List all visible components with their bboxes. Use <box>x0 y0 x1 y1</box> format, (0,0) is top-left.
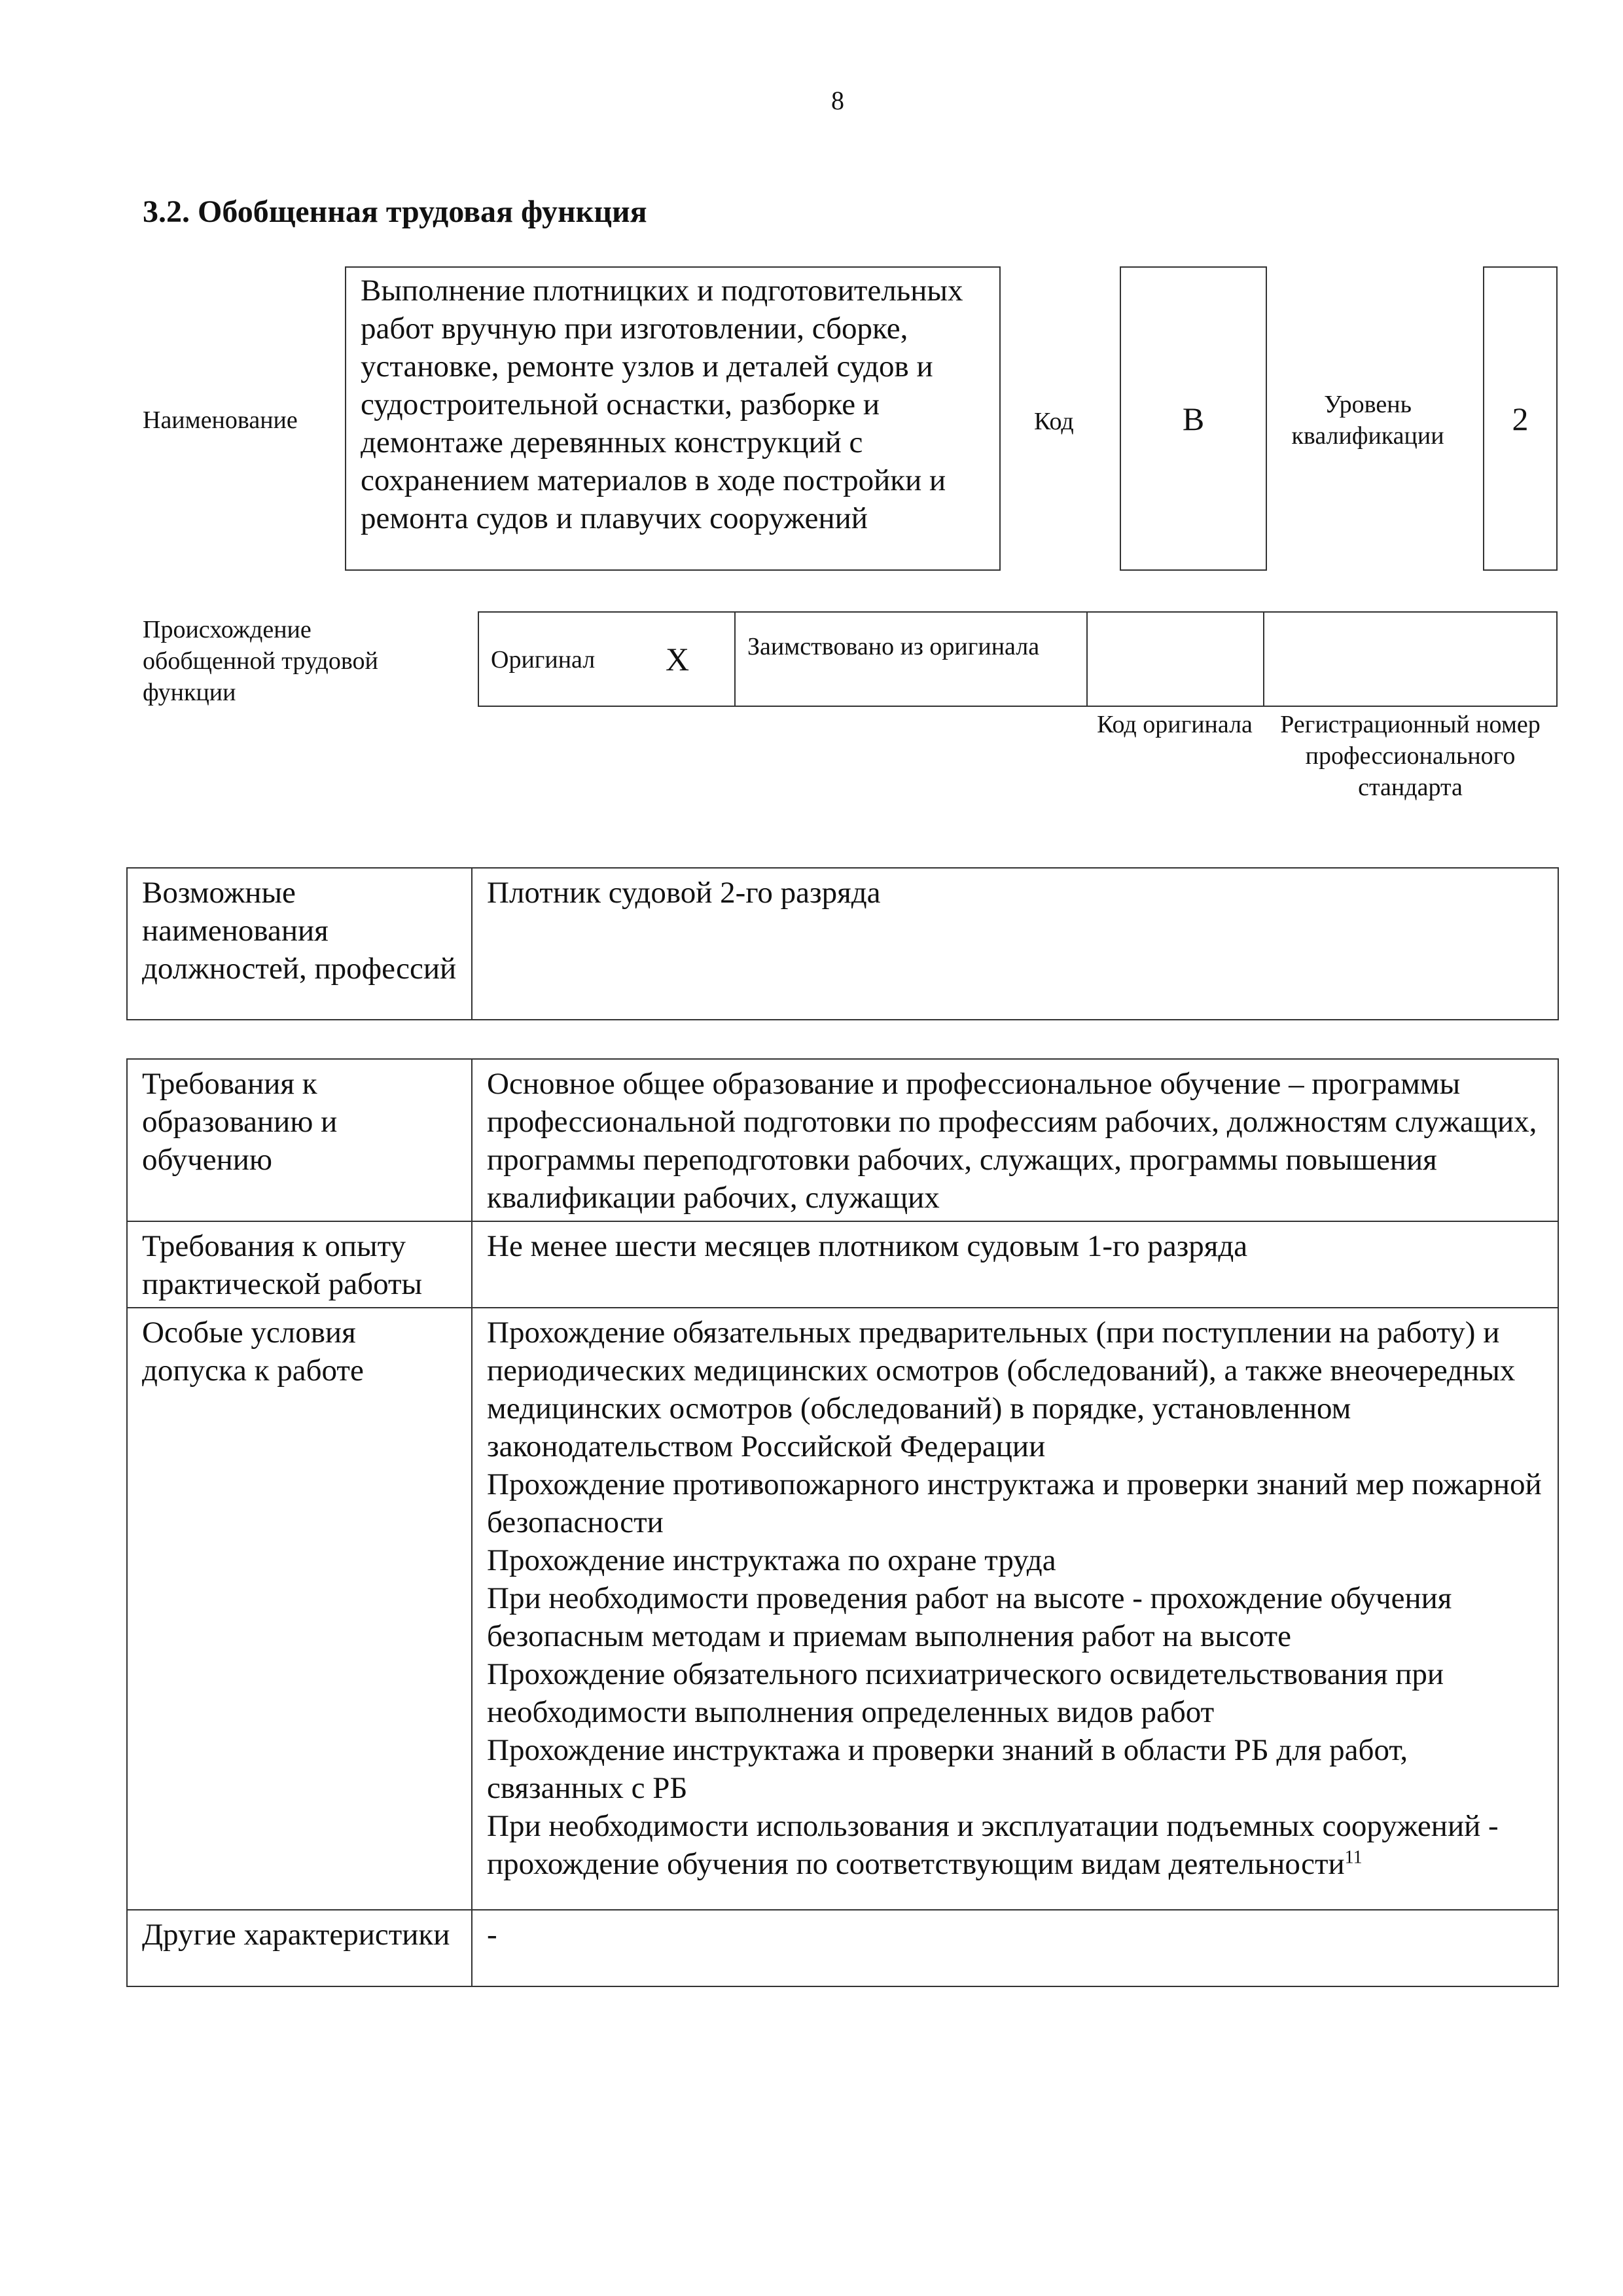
education-value <box>472 1059 1558 1221</box>
admission-item: Прохождение противопожарного инструктажа и проверки знаний мер пожарной безопасности <box>487 1467 1542 1539</box>
admission-item: При необходимости использования и эксплуатации подъемных сооружений - прохождение обучения по соответствующим видам деятельности <box>487 1809 1499 1881</box>
experience-label: Требования к опыту практической работы <box>127 1221 472 1308</box>
positions-value: Плотник судовой 2-го разряда <box>472 868 1558 1020</box>
naming-value-box <box>345 266 1001 571</box>
admission-item-last <box>487 1807 1544 1883</box>
experience-value <box>472 1221 1558 1308</box>
origin-borrowed-label: Заимствовано из оригинала <box>747 633 1040 660</box>
other-label: Другие характеристики <box>127 1910 472 1986</box>
code-value: В <box>1182 400 1205 437</box>
level-value: 2 <box>1512 400 1529 437</box>
level-value-box <box>1483 266 1558 571</box>
positions-label: Возможные наименования должностей, профессий <box>127 868 472 1020</box>
naming-label: Наименование <box>143 406 298 434</box>
other-value <box>472 1910 1558 1986</box>
admission-value <box>472 1308 1558 1910</box>
admission-item: Прохождение обязательных предварительных (при поступлении на работу) и периодических медицинских осмотров (обследований), а также внеочередных медицинских осмотров (обследований) в порядке, установленном законодательством Российской Федерации <box>487 1316 1516 1463</box>
education-text: Основное общее образование и профессиональное обучение – программы профессиональной подготовки по профессиям рабочих, должностям служащих, программы переподготовки рабочих, служащих, программы повышения квалификации рабочих, служащих <box>487 1067 1537 1215</box>
level-label: Уровень квалификации <box>1291 391 1444 450</box>
origin-original-cell <box>479 613 736 706</box>
origin-table <box>478 611 1558 707</box>
table-row <box>127 1910 1558 1986</box>
origin-reg-caption: Регистрационный номер профессионального стандарта <box>1280 711 1541 801</box>
positions-table <box>126 867 1559 1020</box>
code-value-box <box>1120 266 1267 571</box>
origin-original-mark: X <box>666 641 690 677</box>
origin-label: Происхождение обобщенной трудовой функции <box>143 616 378 706</box>
table-row <box>127 1308 1558 1910</box>
admission-label: Особые условия допуска к работе <box>127 1308 472 1910</box>
positions-row <box>127 868 1558 1020</box>
admission-item: Прохождение инструктажа по охране труда <box>487 1543 1056 1577</box>
origin-original-label: Оригинал <box>491 646 596 673</box>
admission-item: Прохождение инструктажа и проверки знаний в области РБ для работ, связанных с РБ <box>487 1733 1408 1805</box>
table-row <box>127 1221 1558 1308</box>
naming-value: Выполнение плотницких и подготовительных работ вручную при изготовлении, сборке, установке, ремонте узлов и деталей судов и судостроительной оснастки, разборке и демонтаже деревянных конструкций с сохранением материалов в ходе постройки и ремонта судов и плавучих сооружений <box>361 274 963 535</box>
experience-text: Не менее шести месяцев плотником судовым 1-го разряда <box>487 1229 1248 1263</box>
education-label: Требования к образованию и обучению <box>127 1059 472 1221</box>
code-label: Код <box>1034 408 1074 435</box>
admission-item: Прохождение обязательного психиатрического освидетельствования при необходимости выполнения определенных видов работ <box>487 1657 1444 1729</box>
origin-code-caption: Код оригинала <box>1097 711 1253 738</box>
origin-divider-2 <box>1263 613 1264 706</box>
footnote-ref: 11 <box>1344 1847 1363 1868</box>
section-title: 3.2. Обобщенная трудовая функция <box>143 194 647 229</box>
admission-item: При необходимости проведения работ на высоте - прохождение обучения безопасным методам и приемам выполнения работ на высоте <box>487 1581 1452 1653</box>
requirements-table <box>126 1058 1559 1987</box>
other-text: - <box>487 1918 497 1952</box>
page-number: 8 <box>831 86 844 115</box>
table-row <box>127 1059 1558 1221</box>
origin-divider-1 <box>1086 613 1088 706</box>
